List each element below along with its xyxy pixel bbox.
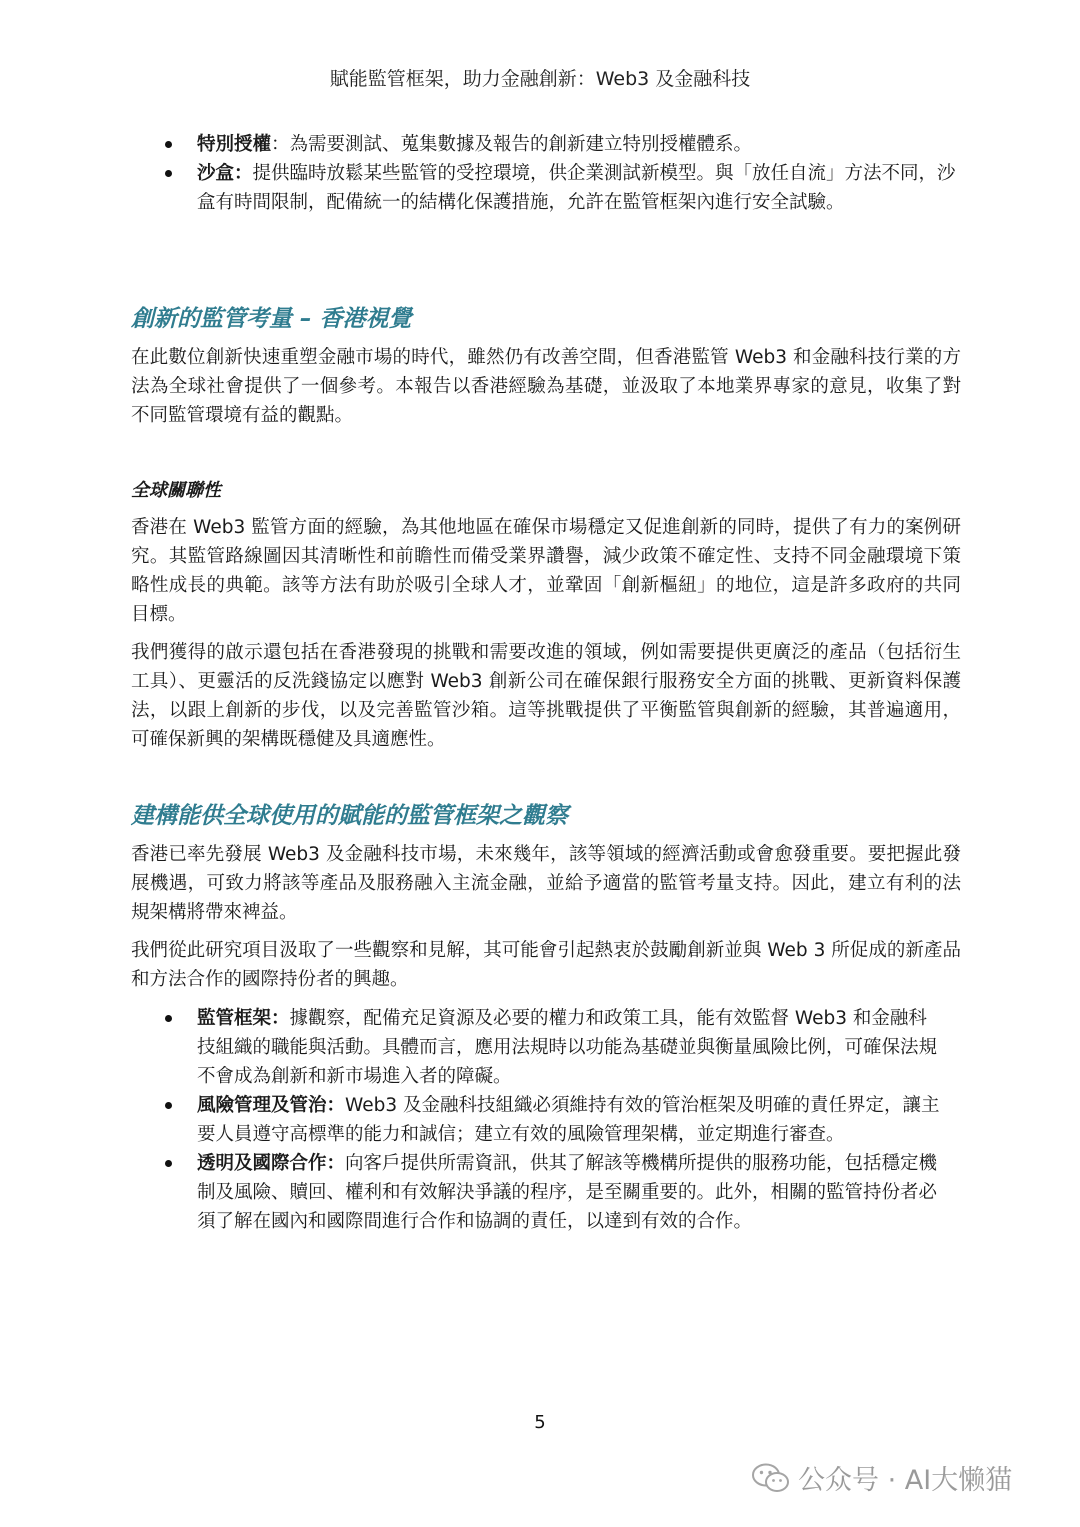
bullet-text: 提供臨時放鬆某些監管的受控環境，供企業測試新模型。與「放任自流」方法不同，沙盒有時間限制，配備統一的結構化保護措施，允許在監管框架內進行安全試驗。	[197, 163, 956, 213]
list-item	[131, 1091, 941, 1149]
bullet-term: 透明及國際合作：	[197, 1153, 346, 1174]
subsection-heading: 全球關聯性	[131, 480, 221, 501]
top-bullet-list	[131, 130, 971, 217]
bullet-text: 據觀察，配備充足資源及必要的權力和政策工具，能有效監督 Web3 和金融科技組織的職能與活動。具體而言，應用法規時以功能為基礎並與衡量風險比例，可確保法規不會成為創新和新市場進入者的障礙。	[197, 1008, 938, 1087]
section-2	[131, 800, 961, 1236]
section-heading: 建構能供全球使用的賦能的監管框架之觀察	[131, 803, 568, 829]
subsection-paragraph: 香港在 Web3 監管方面的經驗，為其他地區在確保市場穩定又促進創新的同時，提供了有力的案例研究。其監管路線圖因其清晰性和前瞻性而備受業界讚譽，減少政策不確定性、支持不同金融環境下策略性成長的典範。該等方法有助於吸引全球人才，並鞏固「創新樞紐」的地位，這是許多政府的共同目標。	[131, 517, 961, 625]
running-header: 賦能監管框架，助力金融創新：Web3 及金融科技	[329, 68, 751, 90]
list-item	[131, 159, 971, 217]
section-paragraph: 我們從此研究項目汲取了一些觀察和見解，其可能會引起熱衷於鼓勵創新並與 Web 3 所促成的新產品和方法合作的國際持份者的興趣。	[131, 940, 961, 990]
subsection-paragraph: 我們獲得的啟示還包括在香港發現的挑戰和需要改進的領域，例如需要提供更廣泛的產品（包括衍生工具）、更靈活的反洗錢協定以應對 Web3 創新公司在確保銀行服務安全方面的挑戰、更新資料保護法，以跟上創新的步伐，以及完善監管沙箱。這等挑戰提供了平衡監管與創新的經驗，其普遍適用，可確保新興的架構既穩健及具適應性。	[131, 642, 961, 750]
section-heading: 創新的監管考量 – 香港視覺	[131, 306, 412, 332]
watermark	[752, 1458, 1012, 1497]
top-bullet-block	[131, 130, 971, 217]
bullet-text: 為需要測試、蒐集數據及報告的創新建立特別授權體系。	[289, 134, 753, 155]
wechat-icon	[752, 1463, 790, 1493]
bullet-term: 沙盒：	[197, 163, 253, 184]
list-item	[131, 1004, 941, 1091]
page-number: 5	[534, 1412, 546, 1433]
bullet-text: 向客戶提供所需資訊，供其了解該等機構所提供的服務功能，包括穩定機制及風險、贖回、權利和有效解決爭議的程序，是至關重要的。此外，相關的監管持份者必須了解在國內和國際間進行合作和協調的責任，以達到有效的合作。	[197, 1153, 938, 1232]
list-item	[131, 1149, 941, 1236]
bullet-term: 特別授權	[197, 134, 272, 155]
bullet-text: Web3 及金融科技組織必須維持有效的管治框架及明確的責任界定，讓主要人員遵守高標準的能力和誠信；建立有效的風險管理架構，並定期進行審查。	[197, 1095, 940, 1145]
section-paragraph: 香港已率先發展 Web3 及金融科技市場，未來幾年，該等領域的經濟活動或會愈發重要。要把握此發展機遇，可致力將該等產品及服務融入主流金融，並給予適當的監管考量支持。因此，建立有利的法規架構將帶來裨益。	[131, 844, 961, 923]
bullet-term: 風險管理及管治：	[197, 1095, 346, 1116]
bullet-term: 監管框架：	[197, 1008, 290, 1029]
section-paragraph: 在此數位創新快速重塑金融市場的時代，雖然仍有改善空間，但香港監管 Web3 和金融科技行業的方法為全球社會提供了一個參考。本報告以香港經驗為基礎，並汲取了本地業界專家的意見，收集了對不同監管環境有益的觀點。	[131, 347, 961, 426]
list-item	[131, 130, 971, 159]
watermark-text: 公众号 · AI大懒猫	[798, 1465, 1013, 1496]
section-2-bullet-list	[131, 1004, 941, 1236]
section-1	[131, 303, 961, 430]
bullet-separator: ：	[271, 134, 290, 155]
subsection-global-relevance	[131, 477, 961, 754]
